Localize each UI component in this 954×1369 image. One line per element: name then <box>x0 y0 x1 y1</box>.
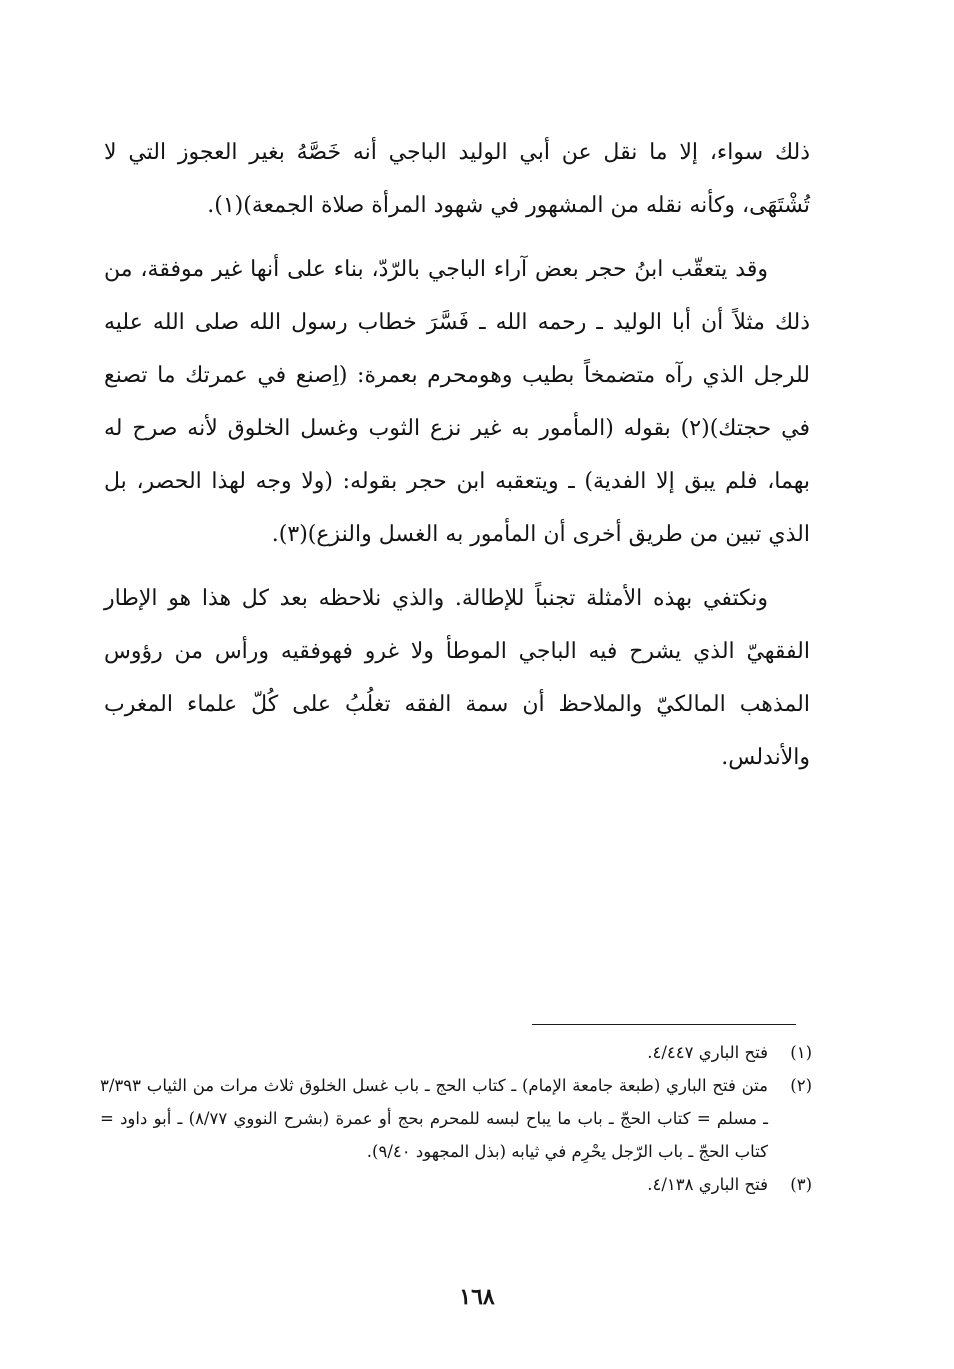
footnote-3 <box>100 1168 812 1201</box>
footnote-text: فتح الباري ٤/١٣٨. <box>647 1175 768 1194</box>
footnote-text: متن فتح الباري (طبعة جامعة الإمام) ـ كتاب الحج ـ باب غسل الخلوق ثلاث مرات من الثياب ٣/٣٩٣ ـ مسلم = كتاب الحجّ ـ باب ما يباح لبسه للمحرم بحج أو عمرة (بشرح النووي ٨/٧٧) ـ أبو داود = كتاب الحجّ ـ باب الرّجل يحْرِم في ثيابه (بذل المجهود ٩/٤٠). <box>100 1076 768 1161</box>
page-number: ١٦٨ <box>459 1284 495 1310</box>
paragraph-3: ونكتفي بهذه الأمثلة تجنباً للإطالة. والذي نلاحظه بعد كل هذا هو الإطار الفقهيّ الذي يشرح فيه الباجي الموطأ ولا غرو فهوفقيه ورأس من رؤوس المذهب المالكيّ والملاحظ أن سمة الفقه تغلُبُ على كُلّ علماء المغرب والأندلس. <box>104 586 810 770</box>
footnote-number: (٢) <box>790 1076 812 1095</box>
footnote-separator <box>532 1024 796 1025</box>
main-text <box>104 126 810 795</box>
footnotes <box>100 1036 812 1201</box>
footnote-number: (١) <box>790 1043 812 1062</box>
paragraph-1: ذلك سواء، إلا ما نقل عن أبي الوليد الباجي أنه خَصَّهُ بغير العجوز التي لا تُشْتَهَى، وكأنه نقله من المشهور في شهود المرأة صلاة الجمعة)(١). <box>104 140 810 218</box>
footnote-number: (٣) <box>790 1175 812 1194</box>
footnote-1 <box>100 1036 812 1069</box>
paragraph-2: وقد يتعقّب ابنُ حجر بعض آراء الباجي بالرّدّ، بناء على أنها غير موفقة، من ذلك مثلاً أن أبا الوليد ـ رحمه الله ـ فَسَّرَ خطاب رسول الله صلى الله عليه للرجل الذي رآه متضمخاً بطيب وهومحرم بعمرة: (اِصنع في عمرتك ما تصنع في حجتك)(٢) بقوله (المأمور به غير نزع الثوب وغسل الخلوق لأنه صرح له بهما، فلم يبق إلا الفدية) ـ ويتعقبه ابن حجر بقوله: (ولا وجه لهذا الحصر، بل الذي تبين من طريق أخرى أن المأمور به الغسل والنزع)(٣). <box>104 257 810 547</box>
footnote-2 <box>100 1069 812 1168</box>
footnote-text: فتح الباري ٤/٤٤٧. <box>647 1043 768 1062</box>
